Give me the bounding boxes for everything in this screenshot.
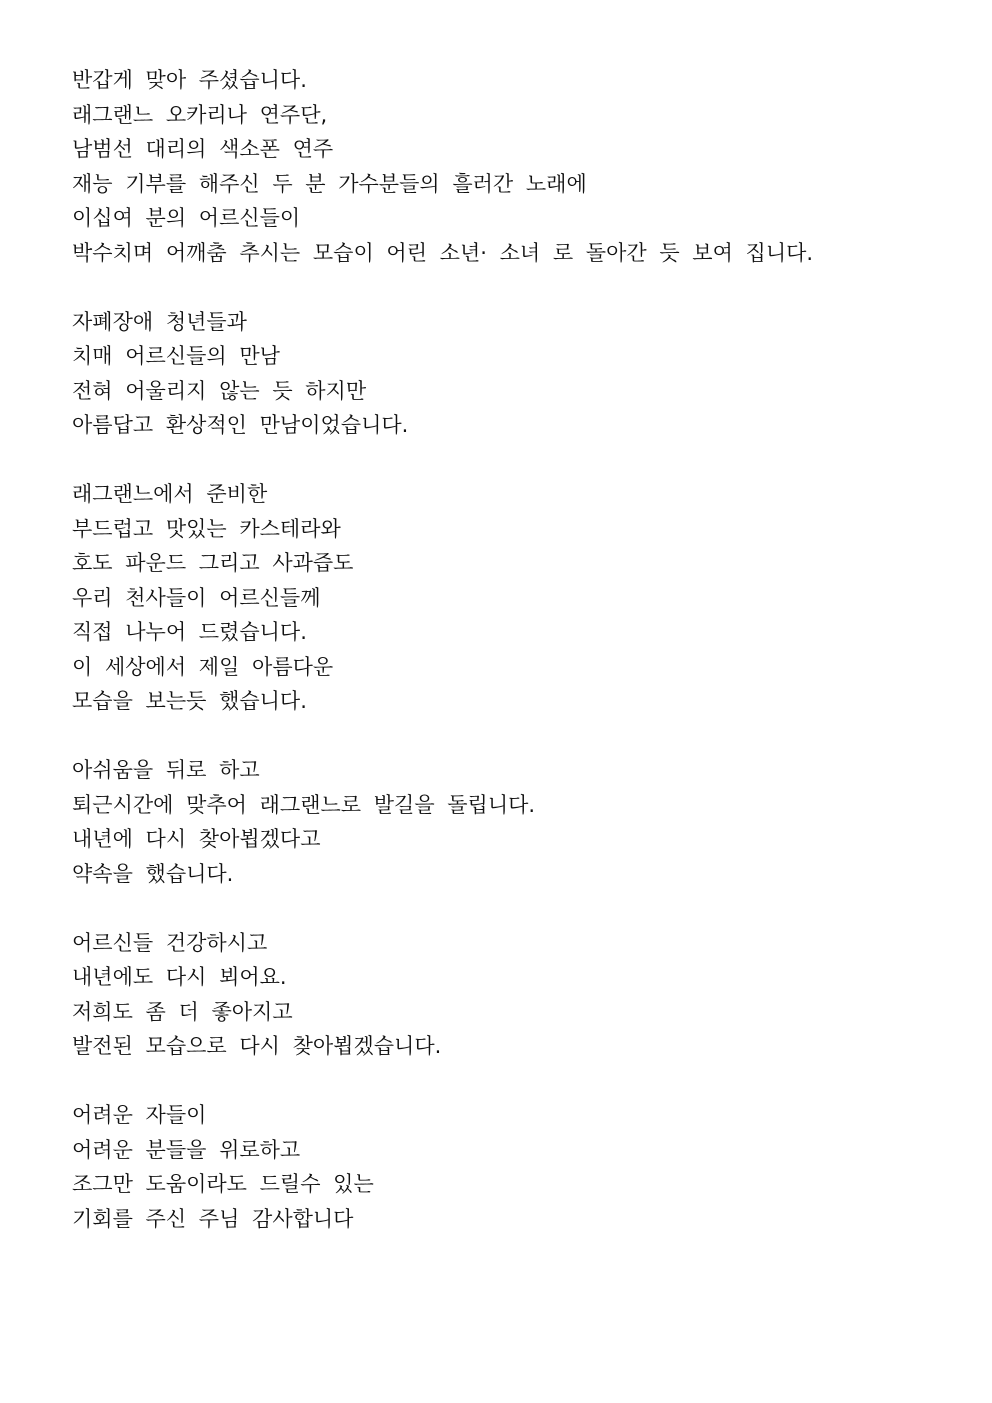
text-line: 아름답고 환상적인 만남이었습니다. [72,413,409,437]
stanza-2 [72,305,932,443]
text-line: 자폐장애 청년들과 [72,309,247,334]
text-line: 발전된 모습으로 다시 찾아뵙겠습니다. [72,1034,442,1058]
text-line: 래그랜느에서 준비한 [72,482,268,506]
text-line: 이십여 분의 어르신들이 [72,206,301,230]
text-line: 어려운 자들이 [72,1103,207,1127]
text-line: 아쉬움을 뒤로 하고 [72,758,260,782]
text-line: 래그랜느 오카리나 연주단, [72,102,328,127]
text-line: 치매 어르신들의 만남 [72,344,280,368]
stanza-1 [72,63,932,270]
text-line: 부드럽고 맛있는 카스테라와 [72,516,341,541]
text-line: 기회를 주신 주님 감사합니다 [72,1206,354,1231]
text-line: 우리 천사들이 어르신들께 [72,585,321,610]
stanza-5 [72,926,932,1064]
text-line: 전혀 어울리지 않는 듯 하지만 [72,378,367,403]
text-line: 박수치며 어깨춤 추시는 모습이 어린 소년· 소녀 로 돌아간 듯 보여 집니다. [72,240,814,265]
text-line: 이 세상에서 제일 아름다운 [72,654,334,679]
stanza-4 [72,753,932,891]
text-line: 내년에 다시 찾아뵙겠다고 [72,827,321,851]
text-line: 재능 기부를 해주신 두 분 가수분들의 흘러간 노래에 [72,171,587,196]
text-line: 모습을 보는듯 했습니다. [72,689,307,713]
text-line: 반갑게 맞아 주셨습니다. [72,68,307,92]
text-line: 조그만 도움이라도 드릴수 있는 [72,1172,374,1196]
text-line: 직접 나누어 드렸습니다. [72,620,307,644]
text-line: 약속을 했습니다. [72,861,234,886]
text-line: 남범선 대리의 색소폰 연주 [72,137,334,161]
stanza-6 [72,1098,932,1236]
text-line: 퇴근시간에 맞추어 래그랜느로 발길을 돌립니다. [72,792,536,817]
text-line: 내년에도 다시 뵈어요. [72,965,287,989]
text-line: 저희도 좀 더 좋아지고 [72,999,293,1024]
stanza-3 [72,477,932,719]
text-line: 호도 파운드 그리고 사과즙도 [72,551,354,575]
text-line: 어르신들 건강하시고 [72,930,268,955]
text-line: 어려운 분들을 위로하고 [72,1137,301,1162]
document-body [72,63,932,1271]
